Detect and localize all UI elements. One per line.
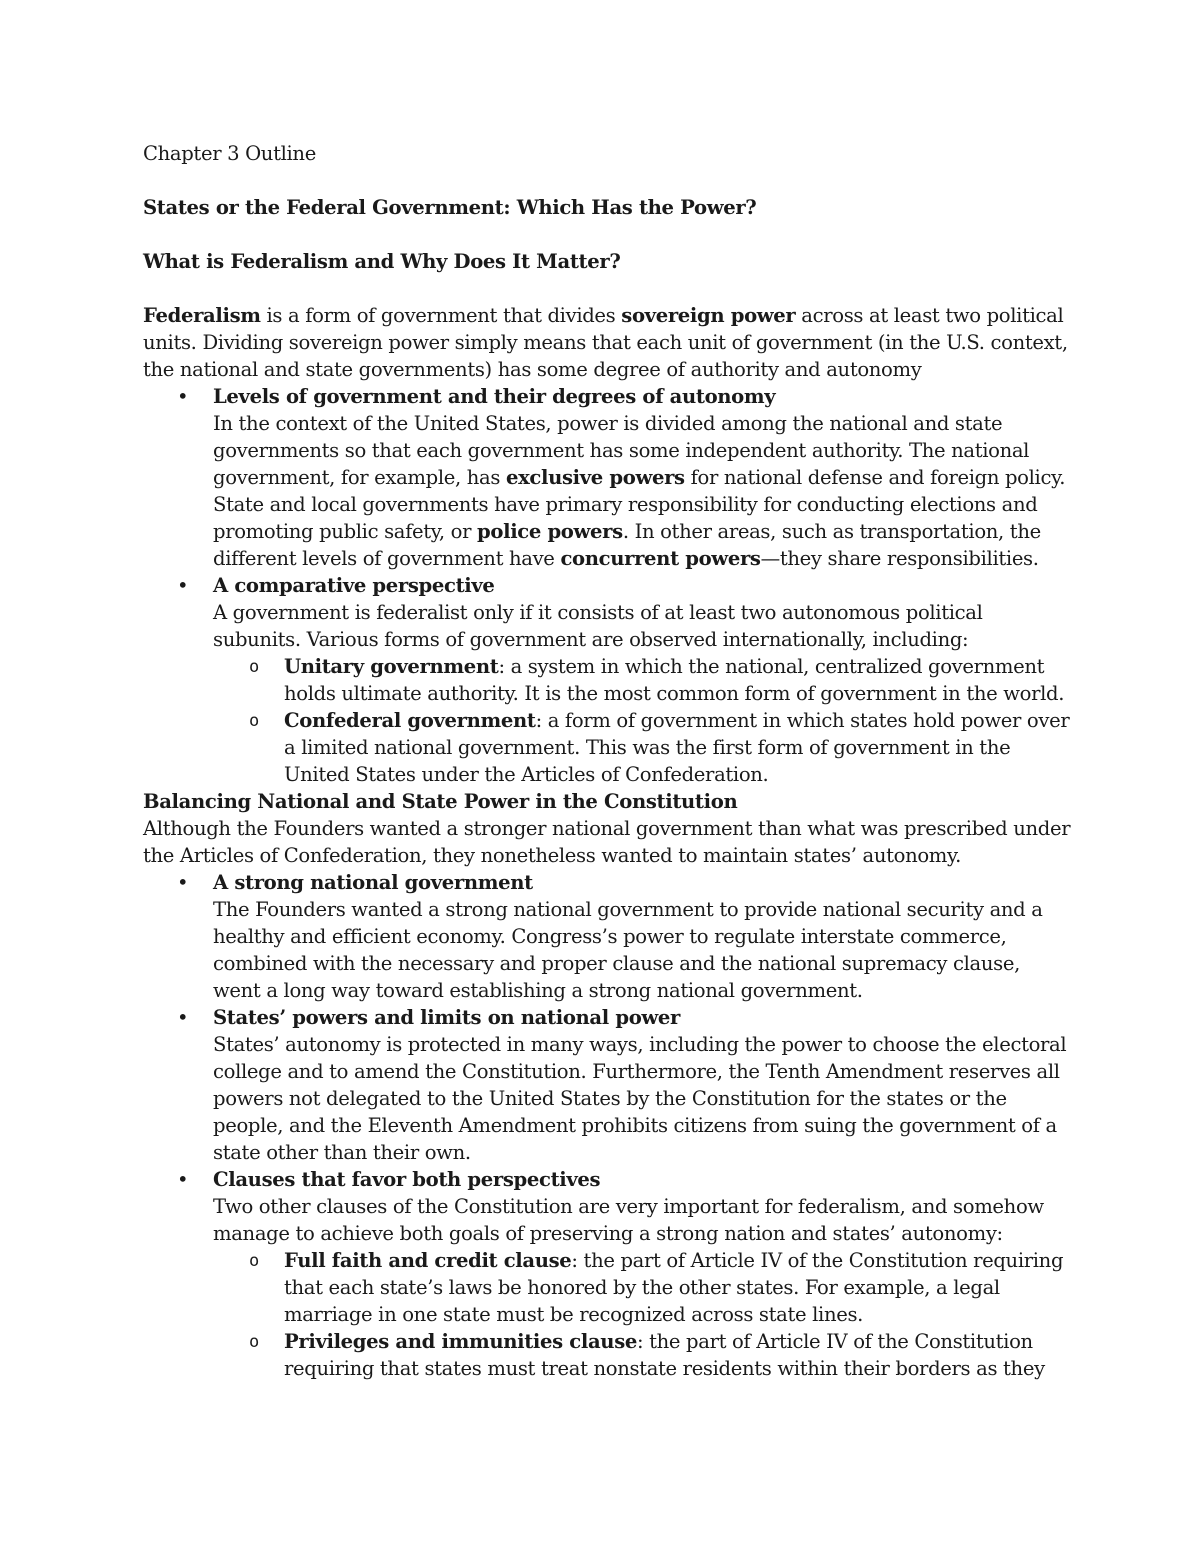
bullet-states-powers bbox=[143, 1004, 1073, 1166]
bullet-text: for national defense and foreign policy. State and local governments have primary responsibility for conducting elections and promoting public safety, or bbox=[213, 466, 1066, 543]
sub-bullet-full-faith-credit bbox=[213, 1247, 1073, 1328]
document-title: Chapter 3 Outline bbox=[143, 142, 316, 165]
bullet-comparative-perspective bbox=[143, 572, 1073, 788]
term-privileges-immunities-clause: Privileges and immunities clause bbox=[284, 1330, 637, 1353]
section-heading-federalism bbox=[143, 248, 1073, 275]
clauses-list bbox=[213, 1247, 1073, 1382]
bullet-clauses-both-perspectives bbox=[143, 1166, 1073, 1382]
bullet-text: States’ autonomy is protected in many ways, including the power to choose the electoral college and to amend the Constitution. Furthermore, the Tenth Amendment reserves all powers not delegated to the United States by the Constitution for the states or the people, and the Eleventh Amendment prohibits citizens from suing the government of a state other than their own. bbox=[213, 1033, 1067, 1164]
section-heading-balancing-power bbox=[143, 788, 1073, 815]
bullet-title: Clauses that favor both perspectives bbox=[213, 1168, 601, 1191]
term-unitary-government: Unitary government bbox=[284, 655, 499, 678]
balancing-intro-paragraph: Although the Founders wanted a stronger national government than what was prescribed under the Articles of Confederation, they nonetheless wanted to maintain states’ autonomy. bbox=[143, 817, 1071, 867]
sub-bullet-text: : a system in which the national, centralized government holds ultimate authority. It is the most common form of government in the world. bbox=[284, 655, 1065, 705]
main-heading bbox=[143, 194, 1073, 221]
bullet-text: A government is federalist only if it consists of at least two autonomous political subunits. Various forms of government are observed internationally, including: bbox=[213, 601, 983, 651]
main-heading-text: States or the Federal Government: Which Has the Power? bbox=[143, 196, 757, 219]
term-full-faith-credit-clause: Full faith and credit clause bbox=[284, 1249, 572, 1272]
bullet-text: The Founders wanted a strong national government to provide national security and a healthy and efficient economy. Congress’s power to regulate interstate commerce, combined with the necessary and proper clause and the national supremacy clause, went a long way toward establishing a strong national government. bbox=[213, 898, 1043, 1002]
bullet-text: In the context of the United States, power is divided among the national and state governments so that each government has some independent authority. The national government, for example, has bbox=[213, 412, 1030, 489]
term-federalism: Federalism bbox=[143, 304, 261, 327]
document-page bbox=[143, 140, 1073, 1382]
intro-paragraph bbox=[143, 302, 1073, 383]
section-heading-balancing-power-text: Balancing National and State Power in the Constitution bbox=[143, 790, 738, 813]
sub-bullet-unitary-government bbox=[213, 653, 1073, 707]
bullet-strong-national-government bbox=[143, 869, 1073, 1004]
constitution-bullet-list bbox=[143, 869, 1073, 1382]
term-confederal-government: Confederal government bbox=[284, 709, 536, 732]
sub-bullet-text: : a form of government in which states hold power over a limited national government. This was the first form of government in the United States under the Articles of Confederation. bbox=[284, 709, 1070, 786]
federalism-bullet-list bbox=[143, 383, 1073, 788]
government-types-list bbox=[213, 653, 1073, 788]
term-exclusive-powers: exclusive powers bbox=[505, 466, 685, 489]
term-police-powers: police powers bbox=[477, 520, 623, 543]
intro-text-2: across at least two political units. Dividing sovereign power simply means that each unit of government (in the U.S. context, the national and state governments) has some degree of authority and autonomy bbox=[143, 304, 1068, 381]
bullet-title: Levels of government and their degrees of autonomy bbox=[213, 385, 776, 408]
sub-bullet-privileges-immunities bbox=[213, 1328, 1073, 1382]
bullet-title: A comparative perspective bbox=[213, 574, 495, 597]
term-concurrent-powers: concurrent powers bbox=[560, 547, 761, 570]
sub-bullet-text: : the part of Article IV of the Constitution requiring that each state’s laws be honored by the other states. For example, a legal marriage in one state must be recognized across state lines. bbox=[284, 1249, 1064, 1326]
bullet-text: . In other areas, such as transportation, the different levels of government have bbox=[213, 520, 1041, 570]
sub-bullet-text: : the part of Article IV of the Constitution requiring that states must treat nonstate residents within their borders as they bbox=[284, 1330, 1045, 1380]
section-heading-federalism-text: What is Federalism and Why Does It Matter? bbox=[143, 250, 621, 273]
sub-bullet-confederal-government bbox=[213, 707, 1073, 788]
term-sovereign-power: sovereign power bbox=[621, 304, 796, 327]
bullet-text: Two other clauses of the Constitution are very important for federalism, and somehow manage to achieve both goals of preserving a strong nation and states’ autonomy: bbox=[213, 1195, 1044, 1245]
bullet-levels-of-government bbox=[143, 383, 1073, 572]
bullet-title: States’ powers and limits on national power bbox=[213, 1006, 681, 1029]
intro-text-1: is a form of government that divides bbox=[260, 304, 622, 327]
bullet-title: A strong national government bbox=[213, 871, 533, 894]
bullet-text: —they share responsibilities. bbox=[760, 547, 1039, 570]
